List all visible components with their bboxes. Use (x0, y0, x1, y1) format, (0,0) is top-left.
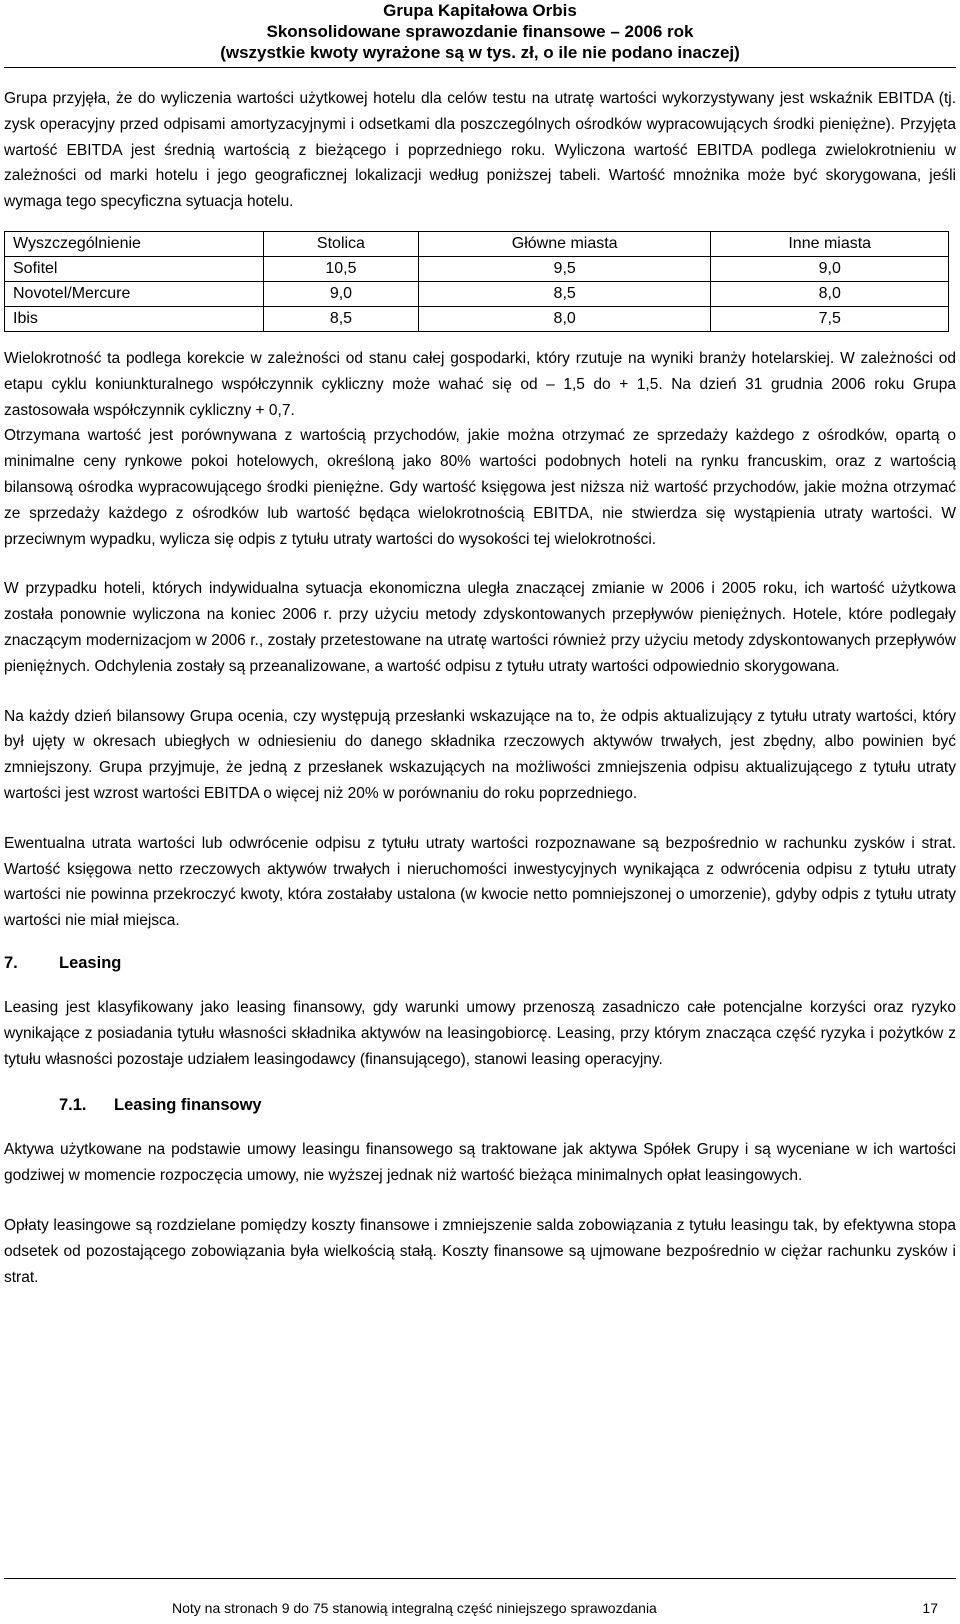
table-row (5, 306, 949, 331)
table-cell: 8,5 (264, 306, 419, 331)
section-heading-leasing (4, 954, 956, 973)
paragraph-revenue-comparison: Otrzymana wartość jest porównywana z wartością przychodów, jakie można otrzymać ze sprzedaży każdego z ośrodków, opartą o minimalne ceny rynkowe pokoi hotelowych, określoną jako 80% wartości podobnych hoteli na rynku francuskim, oraz z wartością bilansową ośrodka wypracowującego środki pieniężne. Gdy wartość księgowa jest niższa niż wartość przychodów, jakie można otrzymać ze sprzedaży każdego z ośrodków lub wartość będąca wielokrotnością EBITDA, nie stwierdza się wystąpienia utraty wartości. W przeciwnym wypadku, wylicza się odpis z tytułu utraty wartości do wysokości tej wielokrotności. (4, 427, 956, 548)
table-header-cell: Wyszczególnienie (5, 231, 264, 256)
header-divider (4, 67, 956, 68)
footer-divider (4, 1578, 956, 1579)
header-report-title: Skonsolidowane sprawozdanie finansowe – 2006 rok (266, 22, 694, 41)
paragraph-balance-assessment: Na każdy dzień bilansowy Grupa ocenia, czy występują przesłanki wskazujące na to, że odpis aktualizujący z tytułu utraty wartości, który był ujęty w okresach ubiegłych w odniesieniu do danego składnika rzeczowych aktywów trwałych, jest zbędny, albo powinien być zmniejszony. Grupa przyjmuje, że jedną z przesłanek wskazujących na możliwości zmniejszenia odpisu aktualizującego z tytułu utraty wartości jest wzrost wartości EBITDA o więcej niż 20% w porównaniu do roku poprzedniego. (4, 707, 956, 802)
page-number: 17 (922, 1600, 938, 1616)
footer-note: Noty na stronach 9 do 75 stanowią integralną część niniejszego sprawozdania (172, 1600, 657, 1616)
table-cell: Sofitel (5, 256, 264, 281)
header-currency-note: (wszystkie kwoty wyrażone są w tys. zł, o ile nie podano inaczej) (220, 43, 740, 62)
table-cell: 10,5 (264, 256, 419, 281)
table-cell: 8,0 (418, 306, 711, 331)
subsection-heading-finance-lease (4, 1096, 956, 1115)
subsection-number: 7.1. (59, 1096, 87, 1115)
table-header-cell: Stolica (264, 231, 419, 256)
table-cell: 9,0 (264, 281, 419, 306)
section-number: 7. (4, 953, 18, 972)
table-cell: 7,5 (711, 306, 949, 331)
table-cell: 8,0 (711, 281, 949, 306)
header-company: Grupa Kapitałowa Orbis (383, 1, 577, 20)
table-cell: 9,0 (711, 256, 949, 281)
document-body (4, 86, 956, 1290)
paragraph-dcf-method: W przypadku hoteli, których indywidualna sytuacja ekonomiczna uległa znaczącej zmianie w 2006 i 2005 roku, ich wartość użytkowa została ponownie wyliczona na koniec 2006 r. przy użyciu metody zdyskontowanych przepływów pieniężnych. Hotele, które podlegały znaczącym modernizacjom w 2006 r., zostały przetestowane na utratę wartości również przy użyciu metody zdyskontowanych przepływów pieniężnych. Odchylenia zostały są przeanalizowane, a wartość odpisu z tytułu utraty wartości odpowiednio skorygowana. (4, 580, 956, 675)
multiplier-table (4, 231, 949, 332)
table-row (5, 256, 949, 281)
paragraph-leasing: Leasing jest klasyfikowany jako leasing finansowy, gdy warunki umowy przenoszą zasadniczo całe potencjalne korzyści oraz ryzyko wynikające z posiadania tytułu własności składnika aktywów na leasingobiorcę. Leasing, przy którym znacząca część ryzyka i pożytków z tytułu własności pozostaje udziałem leasingodawcy (finansującego), stanowi leasing operacyjny. (4, 998, 956, 1068)
page-header (0, 0, 960, 63)
table-header-cell: Inne miasta (711, 231, 949, 256)
table-cell: Ibis (5, 306, 264, 331)
paragraph-finance-lease-assets: Aktywa użytkowane na podstawie umowy leasingu finansowego są traktowane jak aktywa Spółek Grupy i są wyceniane w ich wartości godziwej w momencie rozpoczęcia umowy, nie wyższej jednak niż wartość bieżąca minimalnych opłat leasingowych. (4, 1141, 956, 1185)
paragraph-cyclical-factor: Wielokrotność ta podlega korekcie w zależności od stanu całej gospodarki, który rzutuje na wyniki branży hotelarskiej. W zależności od etapu cyklu koniunkturalnego współczynnik cykliczny może wahać się od – 1,5 do + 1,5. Na dzień 31 grudnia 2006 roku Grupa zastosowała współczynnik cykliczny + 0,7. (4, 349, 956, 419)
table-cell: 9,5 (418, 256, 711, 281)
table-header-cell: Główne miasta (418, 231, 711, 256)
paragraph-lease-payments: Opłaty leasingowe są rozdzielane pomiędzy koszty finansowe i zmniejszenie salda zobowiązania z tytułu leasingu tak, by efektywna stopa odsetek od pozostającego zobowiązania była wielkością stałą. Koszty finansowe są ujmowane bezpośrednio w ciężar rachunku zysków i strat. (4, 1216, 956, 1286)
intro-paragraph: Grupa przyjęła, że do wyliczenia wartości użytkowej hotelu dla celów testu na utratę wartości wykorzystywany jest wskaźnik EBITDA (tj. zysk operacyjny przed odpisami amortyzacyjnymi i odsetkami dla poszczególnych ośrodków wypracowujących środki pieniężne). Przyjęta wartość EBITDA jest średnią wartością z bieżącego i poprzedniego roku. Wyliczona wartość EBITDA podlega zwielokrotnieniu w zależności od marki hotelu i jego geograficznej lokalizacji według poniższej tabeli. Wartość mnożnika może być skorygowana, jeśli wymaga tego specyficzna sytuacja hotelu. (4, 90, 956, 211)
paragraph-impairment-reversal: Ewentualna utrata wartości lub odwrócenie odpisu z tytułu utraty wartości rozpoznawane są bezpośrednio w rachunku zysków i strat. Wartość księgowa netto rzeczowych aktywów trwałych i nieruchomości inwestycyjnych wynikająca z odwrócenia odpisu z tytułu utraty wartości nie powinna przekroczyć kwoty, która zostałaby ustalona (w kwocie netto pomniejszonej o umorzenie), gdyby odpis z tytułu utraty wartości nie miał miejsca. (4, 834, 956, 930)
table-row (5, 281, 949, 306)
table-cell: 8,5 (418, 281, 711, 306)
subsection-title: Leasing finansowy (114, 1096, 262, 1115)
table-cell: Novotel/Mercure (5, 281, 264, 306)
table-header-row (5, 231, 949, 256)
section-title: Leasing (59, 953, 122, 972)
